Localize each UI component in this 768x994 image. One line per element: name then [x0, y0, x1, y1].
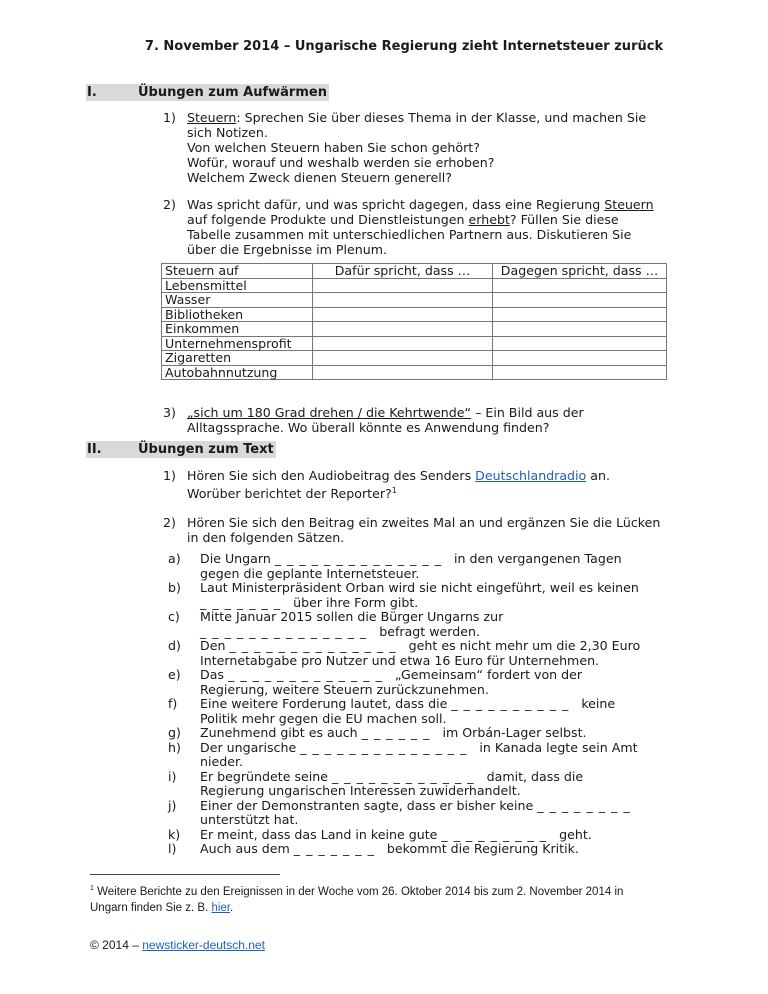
footer-copyright: © 2014 – newsticker-deutsch.net: [90, 938, 265, 952]
section-heading-2: [86, 441, 276, 458]
gap-sentence-f: f) Eine weitere Forderung lautet, dass die _ _ _ _ _ _ _ _ _ _ keine Politik mehr gegen die EU machen soll.: [168, 696, 616, 726]
gap-fill-list: [168, 552, 688, 857]
gap-blank[interactable]: _ _ _ _ _ _ _ _ _ _ _ _ _: [227, 667, 383, 682]
gap-sentence-h: h) Der ungarische _ _ _ _ _ _ _ _ _ _ _ _ _ _ in Kanada legte sein Amt nieder.: [168, 739, 638, 769]
exercise-1-3: 3) „sich um 180 Grad drehen / die Kehrtwende“ – Ein Bild aus der Alltagssprache. Wo überall könnte es Anwendung finden?: [163, 405, 584, 435]
section-number: II.: [87, 442, 102, 457]
table-row: Bibliotheken: [162, 307, 667, 322]
section-heading-1: [86, 84, 329, 101]
site-link[interactable]: newsticker-deutsch.net: [142, 938, 265, 952]
table-row: Autobahnnutzung: [162, 365, 667, 380]
gap-blank[interactable]: _ _ _ _ _ _ _ _ _ _ _ _ _ _: [200, 623, 368, 639]
gap-sentence-c: c) Mitte Januar 2015 sollen die Bürger Ungarns zur _ _ _ _ _ _ _ _ _ _ _ _ _ _ befragt werden.: [168, 609, 504, 639]
exercise-1-2: 2) Was spricht dafür, und was spricht dagegen, dass eine Regierung Steuern auf folgende Produkte und Dienstleistungen erhebt? Füllen Sie diese Tabelle zusammen mit unterschiedlichen Partnern aus. Diskutieren Sie über die Ergebnisse im Plenum.: [163, 197, 654, 257]
page-title: 7. November 2014 – Ungarische Regierung zieht Internetsteuer zurück: [144, 39, 664, 54]
table-header-row: Steuern auf Dafür spricht, dass … Dagegen spricht, dass …: [162, 264, 667, 279]
gap-blank[interactable]: _ _ _ _ _ _ _ _ _: [441, 826, 548, 842]
gap-blank[interactable]: _ _ _ _ _ _ _ _ _ _ _ _ _ _: [300, 739, 468, 755]
footnote-ref[interactable]: 1: [391, 486, 397, 495]
gap-blank[interactable]: _ _ _ _ _ _ _: [200, 594, 282, 610]
hier-link[interactable]: hier: [211, 901, 231, 914]
gap-sentence-e: e) Das _ _ _ _ _ _ _ _ _ _ _ _ _ „Gemeinsam“ fordert von der Regierung, weitere Steuern zurückzunehmen.: [168, 667, 583, 697]
gap-sentence-a: a) Die Ungarn _ _ _ _ _ _ _ _ _ _ _ _ _ _ in den vergangenen Tagen gegen die geplante Internetsteuer.: [168, 551, 622, 581]
gap-blank[interactable]: _ _ _ _ _ _ _ _ _ _ _ _ _ _: [229, 638, 397, 653]
table-row: Lebensmittel: [162, 278, 667, 293]
gap-sentence-k: k) Er meint, dass das Land in keine gute _ _ _ _ _ _ _ _ _ geht.: [168, 826, 592, 842]
gap-sentence-j: j) Einer der Demonstranten sagte, dass er bisher keine _ _ _ _ _ _ _ _ unterstützt hat.: [168, 797, 631, 827]
deutschlandradio-link[interactable]: Deutschlandradio: [475, 468, 587, 483]
gap-blank[interactable]: _ _ _ _ _ _ _ _: [537, 797, 631, 813]
gap-sentence-g: g) Zunehmend gibt es auch _ _ _ _ _ _ im Orbán-Lager selbst.: [168, 725, 587, 740]
section-title: Übungen zum Text: [138, 442, 274, 457]
exercise-2-2: 2) Hören Sie sich den Beitrag ein zweites Mal an und ergänzen Sie die Lücken in den folgenden Sätzen.: [163, 515, 661, 545]
section-title: Übungen zum Aufwärmen: [138, 85, 327, 100]
gap-blank[interactable]: _ _ _ _ _ _ _ _ _ _ _ _: [332, 768, 475, 784]
gap-blank[interactable]: _ _ _ _ _ _ _ _ _ _ _ _ _ _: [274, 551, 443, 566]
footnote-divider: [90, 874, 280, 875]
exercise-1-1: 1) Steuern: Sprechen Sie über dieses Thema in der Klasse, und machen Sie sich Notizen. Von welchen Steuern haben Sie schon gehört? Wofür, worauf und weshalb werden sie erhoben? Welchem Zweck dienen Steuern generell?: [163, 110, 647, 185]
gap-sentence-b: b) Laut Ministerpräsident Orban wird sie nicht eingeführt, weil es keinen _ _ _ _ _ _ _ über ihre Form gibt.: [168, 580, 639, 610]
gap-blank[interactable]: _ _ _ _ _ _ _ _ _ _: [451, 696, 570, 711]
gap-blank[interactable]: _ _ _ _ _ _: [361, 725, 431, 740]
gap-blank[interactable]: _ _ _ _ _ _ _: [293, 841, 375, 856]
exercise-2-1: 1) Hören Sie sich den Audiobeitrag des Senders Deutschlandradio an. Worüber berichtet der Reporter?$^1$: [163, 468, 610, 502]
gap-sentence-i: i) Er begründete seine _ _ _ _ _ _ _ _ _ _ _ _ damit, dass die Regierung ungarischen Interessen zuwiderhandelt.: [168, 768, 584, 798]
table-row: Zigaretten: [162, 351, 667, 366]
tax-table: [161, 263, 667, 380]
table-row: Unternehmensprofit: [162, 336, 667, 351]
section-number: I.: [87, 85, 97, 100]
gap-sentence-l: l) Auch aus dem _ _ _ _ _ _ _ bekommt die Regierung Kritik.: [168, 841, 579, 856]
footnote: $^1$ Weitere Berichte zu den Ereignissen in der Woche vom 26. Oktober 2014 bis zum 2. November 2014 in Ungarn finden Sie z. B. hier.: [90, 885, 624, 914]
table-row: Wasser: [162, 293, 667, 308]
table-row: Einkommen: [162, 322, 667, 337]
keyword-steuern: Steuern: [187, 110, 237, 125]
gap-sentence-d: d) Den _ _ _ _ _ _ _ _ _ _ _ _ _ _ geht es nicht mehr um die 2,30 Euro Internetabgabe pro Nutzer und etwa 16 Euro für Unternehmen.: [168, 638, 641, 668]
